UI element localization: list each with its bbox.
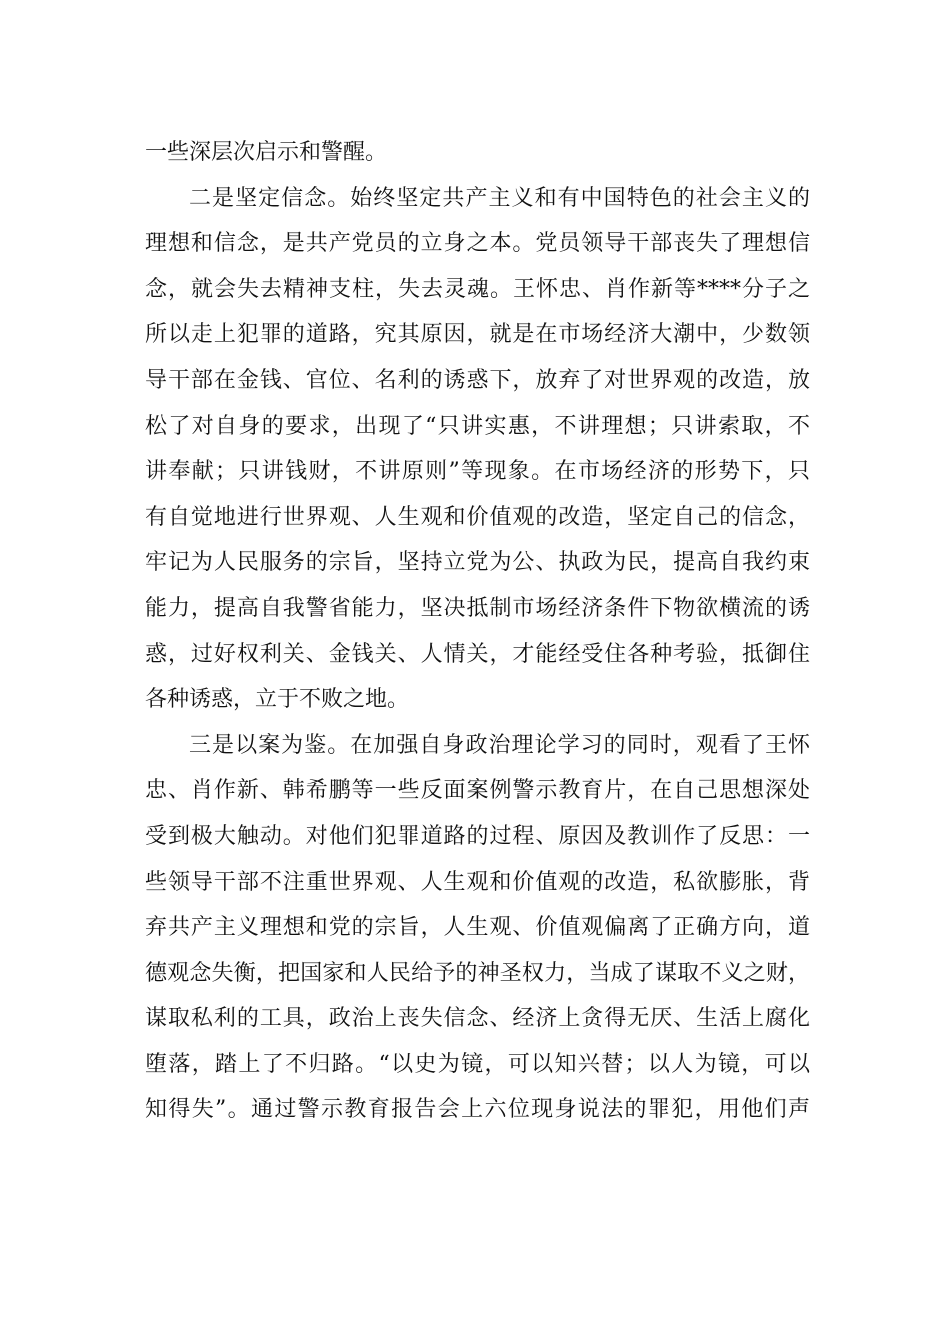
paragraph-line: 讲奉献；只讲钱财，不讲原则”等现象。在市场经济的形势下，只: [145, 459, 810, 485]
paragraph-line: 些领导干部不注重世界观、人生观和价值观的改造，私欲膨胀，背: [145, 869, 810, 895]
paragraph-line: 二是坚定信念。始终坚定共产主义和有中国特色的社会主义的: [189, 185, 810, 211]
paragraph-line: 谋取私利的工具，政治上丧失信念、经济上贪得无厌、生活上腐化: [145, 1006, 810, 1032]
paragraph-line: 有自觉地进行世界观、人生观和价值观的改造，坚定自己的信念，: [145, 504, 810, 530]
paragraph-line: 能力，提高自我警省能力，坚决抵制市场经济条件下物欲横流的诱: [145, 595, 810, 621]
paragraph-line: 导干部在金钱、官位、名利的诱惑下，放弃了对世界观的改造，放: [145, 367, 810, 393]
paragraph-line: 一些深层次启示和警醒。: [145, 140, 388, 165]
paragraph-line: 忠、肖作新、韩希鹏等一些反面案例警示教育片，在自己思想深处: [145, 778, 810, 804]
paragraph-line: 牢记为人民服务的宗旨，坚持立党为公、执政为民，提高自我约束: [145, 550, 810, 576]
paragraph-line: 松了对自身的要求，出现了“只讲实惠，不讲理想；只讲索取，不: [145, 413, 810, 439]
paragraph-line: 各种诱惑，立于不败之地。: [145, 687, 410, 713]
paragraph-line: 知得失”。通过警示教育报告会上六位现身说法的罪犯，用他们声: [145, 1097, 810, 1123]
paragraph-line: 德观念失衡，把国家和人民给予的神圣权力，当成了谋取不义之财，: [145, 960, 810, 986]
paragraph-line: 所以走上犯罪的道路，究其原因，就是在市场经济大潮中，少数领: [145, 322, 810, 348]
paragraph-line: 堕落，踏上了不归路。“以史为镜，可以知兴替；以人为镜，可以: [145, 1051, 810, 1077]
paragraph-line: 理想和信念，是共产党员的立身之本。党员领导干部丧失了理想信: [145, 231, 810, 257]
paragraph-line: 弃共产主义理想和党的宗旨，人生观、价值观偏离了正确方向，道: [145, 915, 810, 941]
paragraph-line: 念，就会失去精神支柱，失去灵魂。王怀忠、肖作新等****分子之: [145, 276, 810, 302]
paragraph-line: 惑，过好权利关、金钱关、人情关，才能经受住各种考验，抵御住: [145, 641, 810, 667]
document-body: [145, 130, 810, 1133]
paragraph-line: 受到极大触动。对他们犯罪道路的过程、原因及教训作了反思：一: [145, 823, 810, 849]
paragraph-line: 三是以案为鉴。在加强自身政治理论学习的同时，观看了王怀: [189, 732, 810, 758]
